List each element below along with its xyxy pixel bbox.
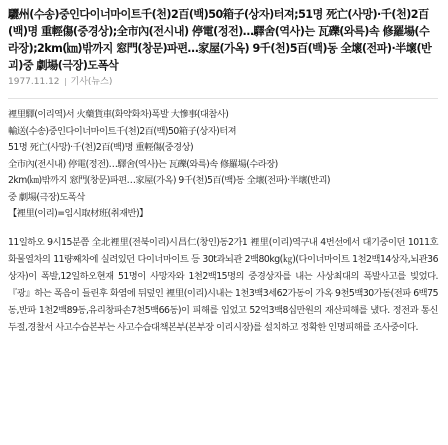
- article-section: 기사(뉴스): [70, 77, 113, 87]
- subhead: 51명 死亡(사망)·千(천)2百(백)명 重輕傷(중경상): [8, 142, 194, 153]
- spacer: [8, 223, 438, 234]
- subhead: 裡里驛(이리역)서 火藥貨車(화약화차)폭발 大慘事(대참사): [8, 109, 229, 120]
- meta-separator: [65, 78, 66, 86]
- article-date: 1977.11.12: [8, 77, 60, 87]
- divider: [8, 98, 438, 99]
- article-body: 11일하오 9시15분쯤 全北裡里(전북이리)시昌仁(창인)동2가1 裡里(이리)역구내 4번선에서 대기중이던 1011호 화물열차의 11량째차에 실려있던 다이너마이트 등 30t과뇌관 2백80kg(㎏)(다이너마이트 1천2백14상자,뇌관36상자)이 폭발,12일하오현재 51명이 사망자와 1천2백15명의 중경상자를 내는 사상최대의 폭발사고를 빚었다. 『광』하는 폭음이 들린후 화염에 뒤덮인 裡里(이리)시내는 1천3백3세62가동이 가옥 9천5백30가동(전파 6백75동,반파 1천2백89동,유리창파손7천5백66동)이 피해를 입었고 52억3백8십만원의 재산피해를 냈다. 정전과 통신두절,경찰서 사고수습본부는 사고수습대책본부(본부장 이리시장)를 설치하고 정확한 인명피해를 조사중이다.: [8, 236, 438, 333]
- article-headline: 驪州(수송)중인다이너마이트千(천)2百(백)50箱子(상자)터져;51명 死亡(사망)·千(천)2百(백)명 重輕傷(중경상);全市內(전시내) 停電(정전)…驛舍(역사)는 瓦礫(와륵)속 修羅場(수라장);2km(㎞)밖까지 窓門(창문)파편…家屋(가옥) 9千(천)5百(백)동 全壞(전파)·半壞(반괴)중 劇場(극장)도폭삭: [8, 8, 432, 72]
- subheads: [8, 107, 438, 223]
- subhead: 輸送(수송)중인다이너마이트千(천)2百(백)50箱子(상자)터져: [8, 125, 237, 137]
- subhead: 全市內(전시내) 停電(정전)…驛舍(역사)는 瓦礫(와륵)속 修羅場(수라장): [8, 158, 278, 170]
- byline: 【裡里(이리)=임시取材班(취재반)】: [8, 208, 148, 219]
- article-meta: [8, 76, 438, 89]
- subhead: 중 劇場(극장)도폭삭: [8, 191, 85, 203]
- subhead: 2km(㎞)밖까지 窓門(창문)파편…家屋(가옥) 9千(천)5百(백)동 全壞(전파)·半壞(반괴): [8, 175, 330, 186]
